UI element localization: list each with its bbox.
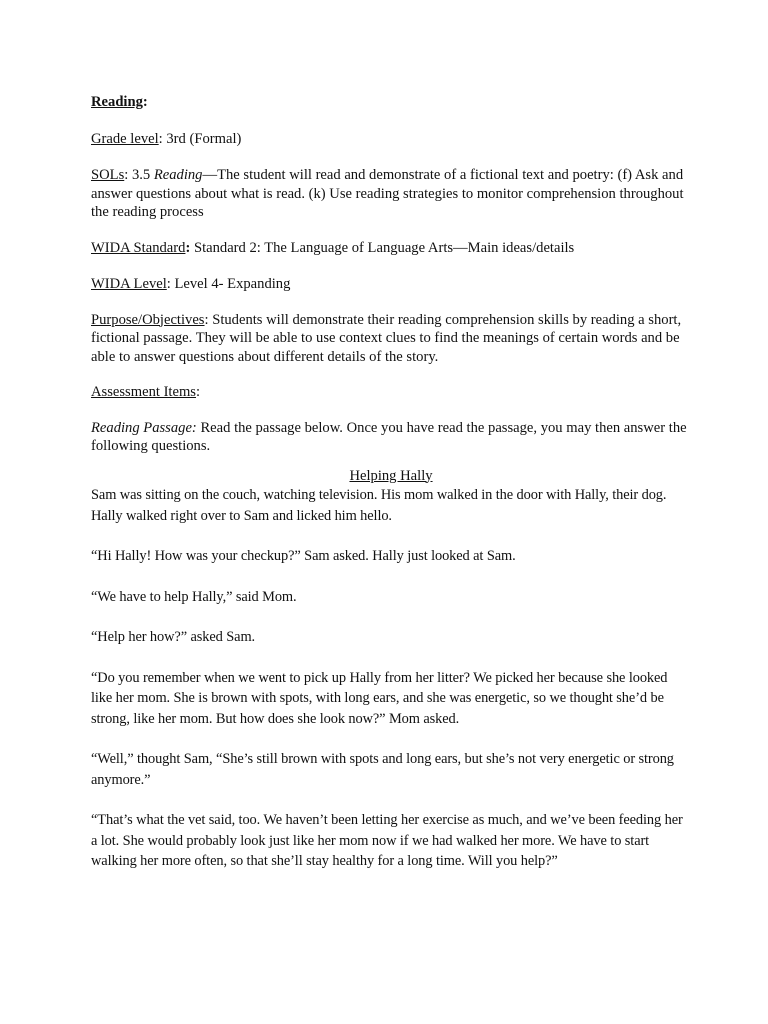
sols-prefix: : 3.5 xyxy=(124,167,154,183)
story-paragraph: “Hi Hally! How was your checkup?” Sam asked. Hally just looked at Sam. xyxy=(91,548,516,564)
story-paragraph: “That’s what the vet said, too. We haven’t been letting her exercise as much, and we’ve been feeding her a lot. She would probably look just like her mom now if we had walked her more. We have to start walking her more often, so that she’ll stay healthy for a long time. Will you help?” xyxy=(91,812,683,869)
passage-intro-text: Read the passage below. Once you have read the passage, you may then answer the following questions. xyxy=(91,419,687,454)
sols-label: SOLs xyxy=(91,167,125,183)
wida-level-line xyxy=(91,275,691,294)
wida-standard-colon: : xyxy=(185,239,191,256)
story-paragraph: “Well,” thought Sam, “She’s still brown with spots and long ears, but she’s not very energetic or strong anymore.” xyxy=(91,751,674,788)
wida-level-label: WIDA Level xyxy=(91,276,167,292)
wida-standard-label: WIDA Standard xyxy=(91,239,186,256)
passage-intro-label: Reading Passage: xyxy=(91,419,197,436)
wida-standard-line xyxy=(91,239,691,258)
assessment-colon: : xyxy=(196,384,201,400)
purpose-text: : Students will demonstrate their reading comprehension skills by reading a short, fictional passage. They will be able to use context clues to find the meanings of certain words and be able to answer questions about different details of the story. xyxy=(91,311,682,365)
story-paragraph: “Help her how?” asked Sam. xyxy=(91,629,256,645)
purpose-paragraph xyxy=(91,311,691,367)
heading-title: Reading xyxy=(91,94,143,110)
document-page xyxy=(91,93,691,872)
sols-reading-italic: Reading xyxy=(153,167,203,183)
sols-text: —The student will read and demonstrate of a fictional text and poetry: (f) Ask and answer questions about what is read. (k) Use reading strategies to monitor comprehension throughout the reading process xyxy=(91,167,684,220)
story-paragraph: “We have to help Hally,” said Mom. xyxy=(91,588,297,605)
passage-intro xyxy=(91,419,691,456)
grade-level-label: Grade level xyxy=(91,130,159,147)
section-heading xyxy=(91,93,691,112)
sols-paragraph xyxy=(91,166,691,222)
purpose-label: Purpose/Objectives xyxy=(91,311,205,328)
assessment-label: Assessment Items xyxy=(91,384,196,400)
grade-level-value: : 3rd (Formal) xyxy=(158,130,242,147)
story-title-text: Helping Hally xyxy=(349,467,433,484)
grade-level-line xyxy=(91,130,691,149)
story-title xyxy=(91,467,691,486)
assessment-line xyxy=(91,383,691,402)
heading-colon: : xyxy=(142,94,148,110)
story-paragraph: “Do you remember when we went to pick up Hally from her litter? We picked her because she looked like her mom. She is brown with spots, with long ears, and she was energetic, so we thought she’d be strong, like her mom. But how does she look now?” Mom asked. xyxy=(91,669,668,727)
story-paragraph: Sam was sitting on the couch, watching television. His mom walked in the door with Hally, their dog. Hally walked right over to Sam and licked him hello. xyxy=(91,487,667,524)
wida-standard-value: Standard 2: The Language of Language Arts—Main ideas/details xyxy=(190,239,575,256)
story-body xyxy=(91,485,691,872)
wida-level-value: : Level 4- Expanding xyxy=(166,276,291,292)
